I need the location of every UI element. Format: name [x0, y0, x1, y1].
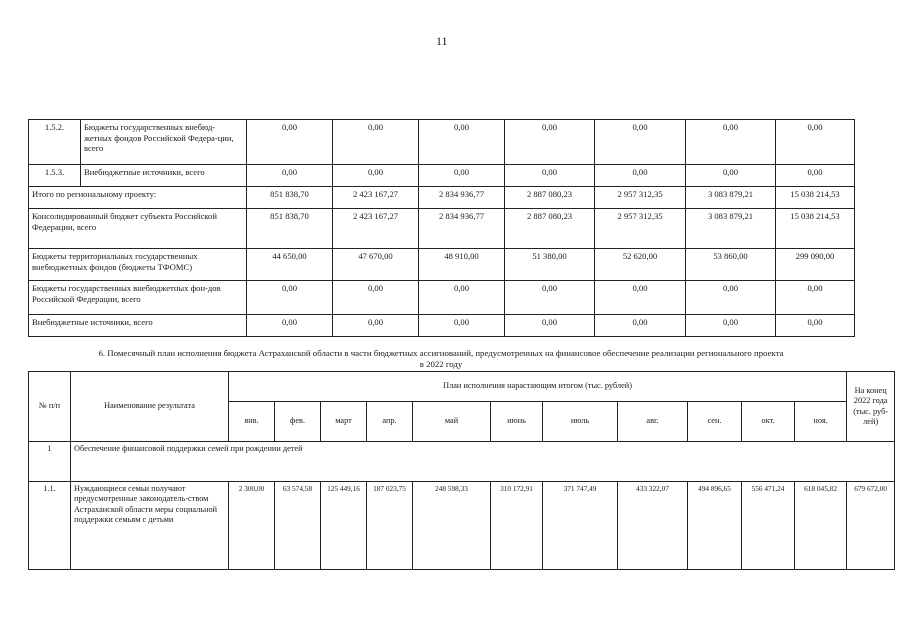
- cell-value: 2 887 080,23: [505, 187, 595, 209]
- cell-value: 48 910,00: [419, 249, 505, 281]
- cell-value: 0,00: [419, 315, 505, 337]
- header-month: ноя.: [795, 402, 847, 442]
- cell-value: 0,00: [686, 315, 776, 337]
- row-code: 1.5.2.: [29, 120, 81, 165]
- table-row: [29, 165, 855, 187]
- cell-value: 2 957 312,35: [595, 209, 686, 249]
- cell-value: 0,00: [776, 281, 855, 315]
- cell-value: 0,00: [776, 165, 855, 187]
- cell-value: 2 834 936,77: [419, 209, 505, 249]
- row-name: Внебюджетные источники, всего: [81, 165, 247, 187]
- header-year-end: На конец 2022 года (тыс. руб-лей): [847, 372, 895, 442]
- table-row: [29, 209, 855, 249]
- header-name: Наименование результата: [71, 372, 229, 442]
- cell-value: 2 300,00: [229, 482, 275, 570]
- cell-value: 0,00: [686, 281, 776, 315]
- section-name: Обеспечение финансовой поддержки семей при рождении детей: [71, 442, 895, 482]
- row-name: Нуждающиеся семьи получают предусмотренные законодатель-ством Астраханской области меры социальной поддержки семьям с детьми: [71, 482, 229, 570]
- row-code: 1.5.3.: [29, 165, 81, 187]
- header-group: План исполнения нарастающим итогом (тыс. рублей): [229, 372, 847, 402]
- cell-value: 0,00: [505, 315, 595, 337]
- cell-value: 556 471,24: [742, 482, 795, 570]
- header-month: март: [321, 402, 367, 442]
- cell-value: 51 380,00: [505, 249, 595, 281]
- row-name: Бюджеты государственных внебюджетных фон-дов Российской Федерации, всего: [29, 281, 247, 315]
- header-month: фев.: [275, 402, 321, 442]
- header-month: сен.: [688, 402, 742, 442]
- header-month: окт.: [742, 402, 795, 442]
- header-month: янв.: [229, 402, 275, 442]
- cell-value: 0,00: [419, 165, 505, 187]
- row-name: Бюджеты территориальных государственных внебюджетных фондов (бюджеты ТФОМС): [29, 249, 247, 281]
- section-title: [28, 348, 854, 369]
- cell-value: 2 423 167,27: [333, 209, 419, 249]
- cell-value: 0,00: [505, 165, 595, 187]
- section-title-line: 6. Помесячный план исполнения бюджета Астраханской области в части бюджетных ассигнований, предусмотренных на финансовое обеспечение реализации регионального проекта: [98, 348, 784, 358]
- cell-value: 2 834 936,77: [419, 187, 505, 209]
- row-name: Консолидированный бюджет субъекта Российской Федерации, всего: [29, 209, 247, 249]
- monthly-plan-table: [28, 371, 895, 570]
- cell-value: 0,00: [595, 315, 686, 337]
- header-month: апр.: [367, 402, 413, 442]
- header-month: авг.: [618, 402, 688, 442]
- cell-value: 0,00: [333, 120, 419, 165]
- cell-value: 0,00: [333, 165, 419, 187]
- cell-value: 3 083 879,21: [686, 209, 776, 249]
- cell-value: 125 449,16: [321, 482, 367, 570]
- cell-value: 494 896,65: [688, 482, 742, 570]
- cell-value: 2 887 080,23: [505, 209, 595, 249]
- cell-value: 0,00: [247, 165, 333, 187]
- cell-value: 310 172,91: [491, 482, 543, 570]
- cell-value: 2 957 312,35: [595, 187, 686, 209]
- cell-value: 15 038 214,53: [776, 209, 855, 249]
- cell-value: 299 090,00: [776, 249, 855, 281]
- cell-value: 0,00: [776, 315, 855, 337]
- cell-value: 0,00: [247, 281, 333, 315]
- header-row: [29, 372, 895, 402]
- cell-value: 851 838,70: [247, 187, 333, 209]
- cell-value: 44 650,00: [247, 249, 333, 281]
- cell-value: 47 670,00: [333, 249, 419, 281]
- cell-value: 0,00: [247, 315, 333, 337]
- cell-value: 52 620,00: [595, 249, 686, 281]
- section-num: 1: [29, 442, 71, 482]
- table-row: [29, 120, 855, 165]
- table-row: [29, 249, 855, 281]
- cell-value: 0,00: [505, 120, 595, 165]
- cell-value: 0,00: [333, 315, 419, 337]
- cell-value: 63 574,58: [275, 482, 321, 570]
- table-row: [29, 482, 895, 570]
- cell-value: 851 838,70: [247, 209, 333, 249]
- section-title-year: в 2022 году: [419, 358, 463, 369]
- cell-value: 0,00: [776, 120, 855, 165]
- cell-value: 679 672,00: [847, 482, 895, 570]
- row-num: 1.1.: [29, 482, 71, 570]
- cell-value: 0,00: [505, 281, 595, 315]
- table-row: [29, 281, 855, 315]
- cell-value: 371 747,49: [543, 482, 618, 570]
- cell-value: 618 045,82: [795, 482, 847, 570]
- row-name: Бюджеты государственных внебюд-жетных фондов Российской Федера-ции, всего: [81, 120, 247, 165]
- cell-value: 0,00: [686, 165, 776, 187]
- header-num: № п/п: [29, 372, 71, 442]
- cell-value: 2 423 167,27: [333, 187, 419, 209]
- cell-value: 0,00: [595, 165, 686, 187]
- cell-value: 0,00: [247, 120, 333, 165]
- cell-value: 433 322,07: [618, 482, 688, 570]
- budget-table: [28, 119, 855, 337]
- cell-value: 0,00: [595, 120, 686, 165]
- header-month: июль: [543, 402, 618, 442]
- row-name: Внебюджетные источники, всего: [29, 315, 247, 337]
- row-name: Итого по региональному проекту:: [29, 187, 247, 209]
- header-month: июнь: [491, 402, 543, 442]
- cell-value: 0,00: [419, 120, 505, 165]
- cell-value: 248 598,33: [413, 482, 491, 570]
- cell-value: 0,00: [333, 281, 419, 315]
- cell-value: 15 038 214,53: [776, 187, 855, 209]
- header-month: май: [413, 402, 491, 442]
- cell-value: 3 083 879,21: [686, 187, 776, 209]
- table-row: [29, 187, 855, 209]
- cell-value: 53 860,00: [686, 249, 776, 281]
- table-row: [29, 315, 855, 337]
- cell-value: 187 023,75: [367, 482, 413, 570]
- cell-value: 0,00: [595, 281, 686, 315]
- section-row: [29, 442, 895, 482]
- cell-value: 0,00: [686, 120, 776, 165]
- cell-value: 0,00: [419, 281, 505, 315]
- page-number: 11: [436, 34, 448, 48]
